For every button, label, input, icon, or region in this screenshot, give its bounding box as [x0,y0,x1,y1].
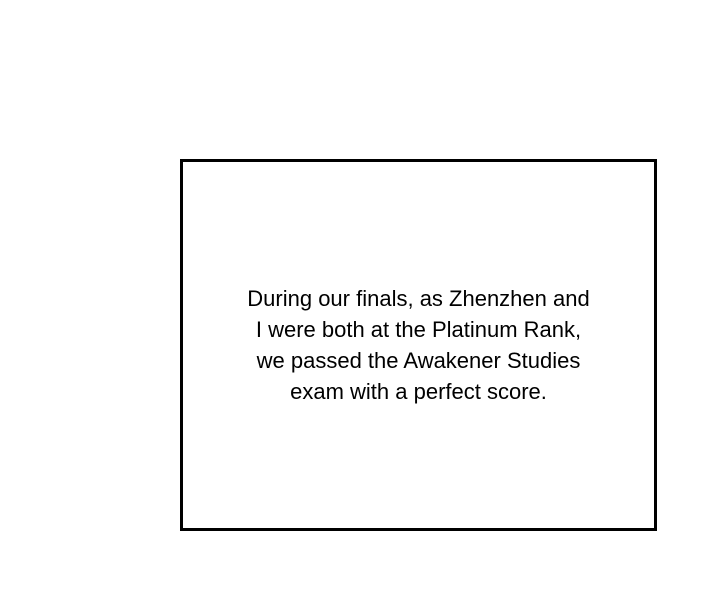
narration-text [233,283,603,407]
narration-box [180,159,657,531]
narration-line: we passed the Awakener Studies [256,348,581,373]
narration-line: I were both at the Platinum Rank, [255,317,582,342]
narration-line: During our finals, as Zhenzhen and [247,286,590,311]
narration-line: exam with a perfect score. [290,379,547,404]
